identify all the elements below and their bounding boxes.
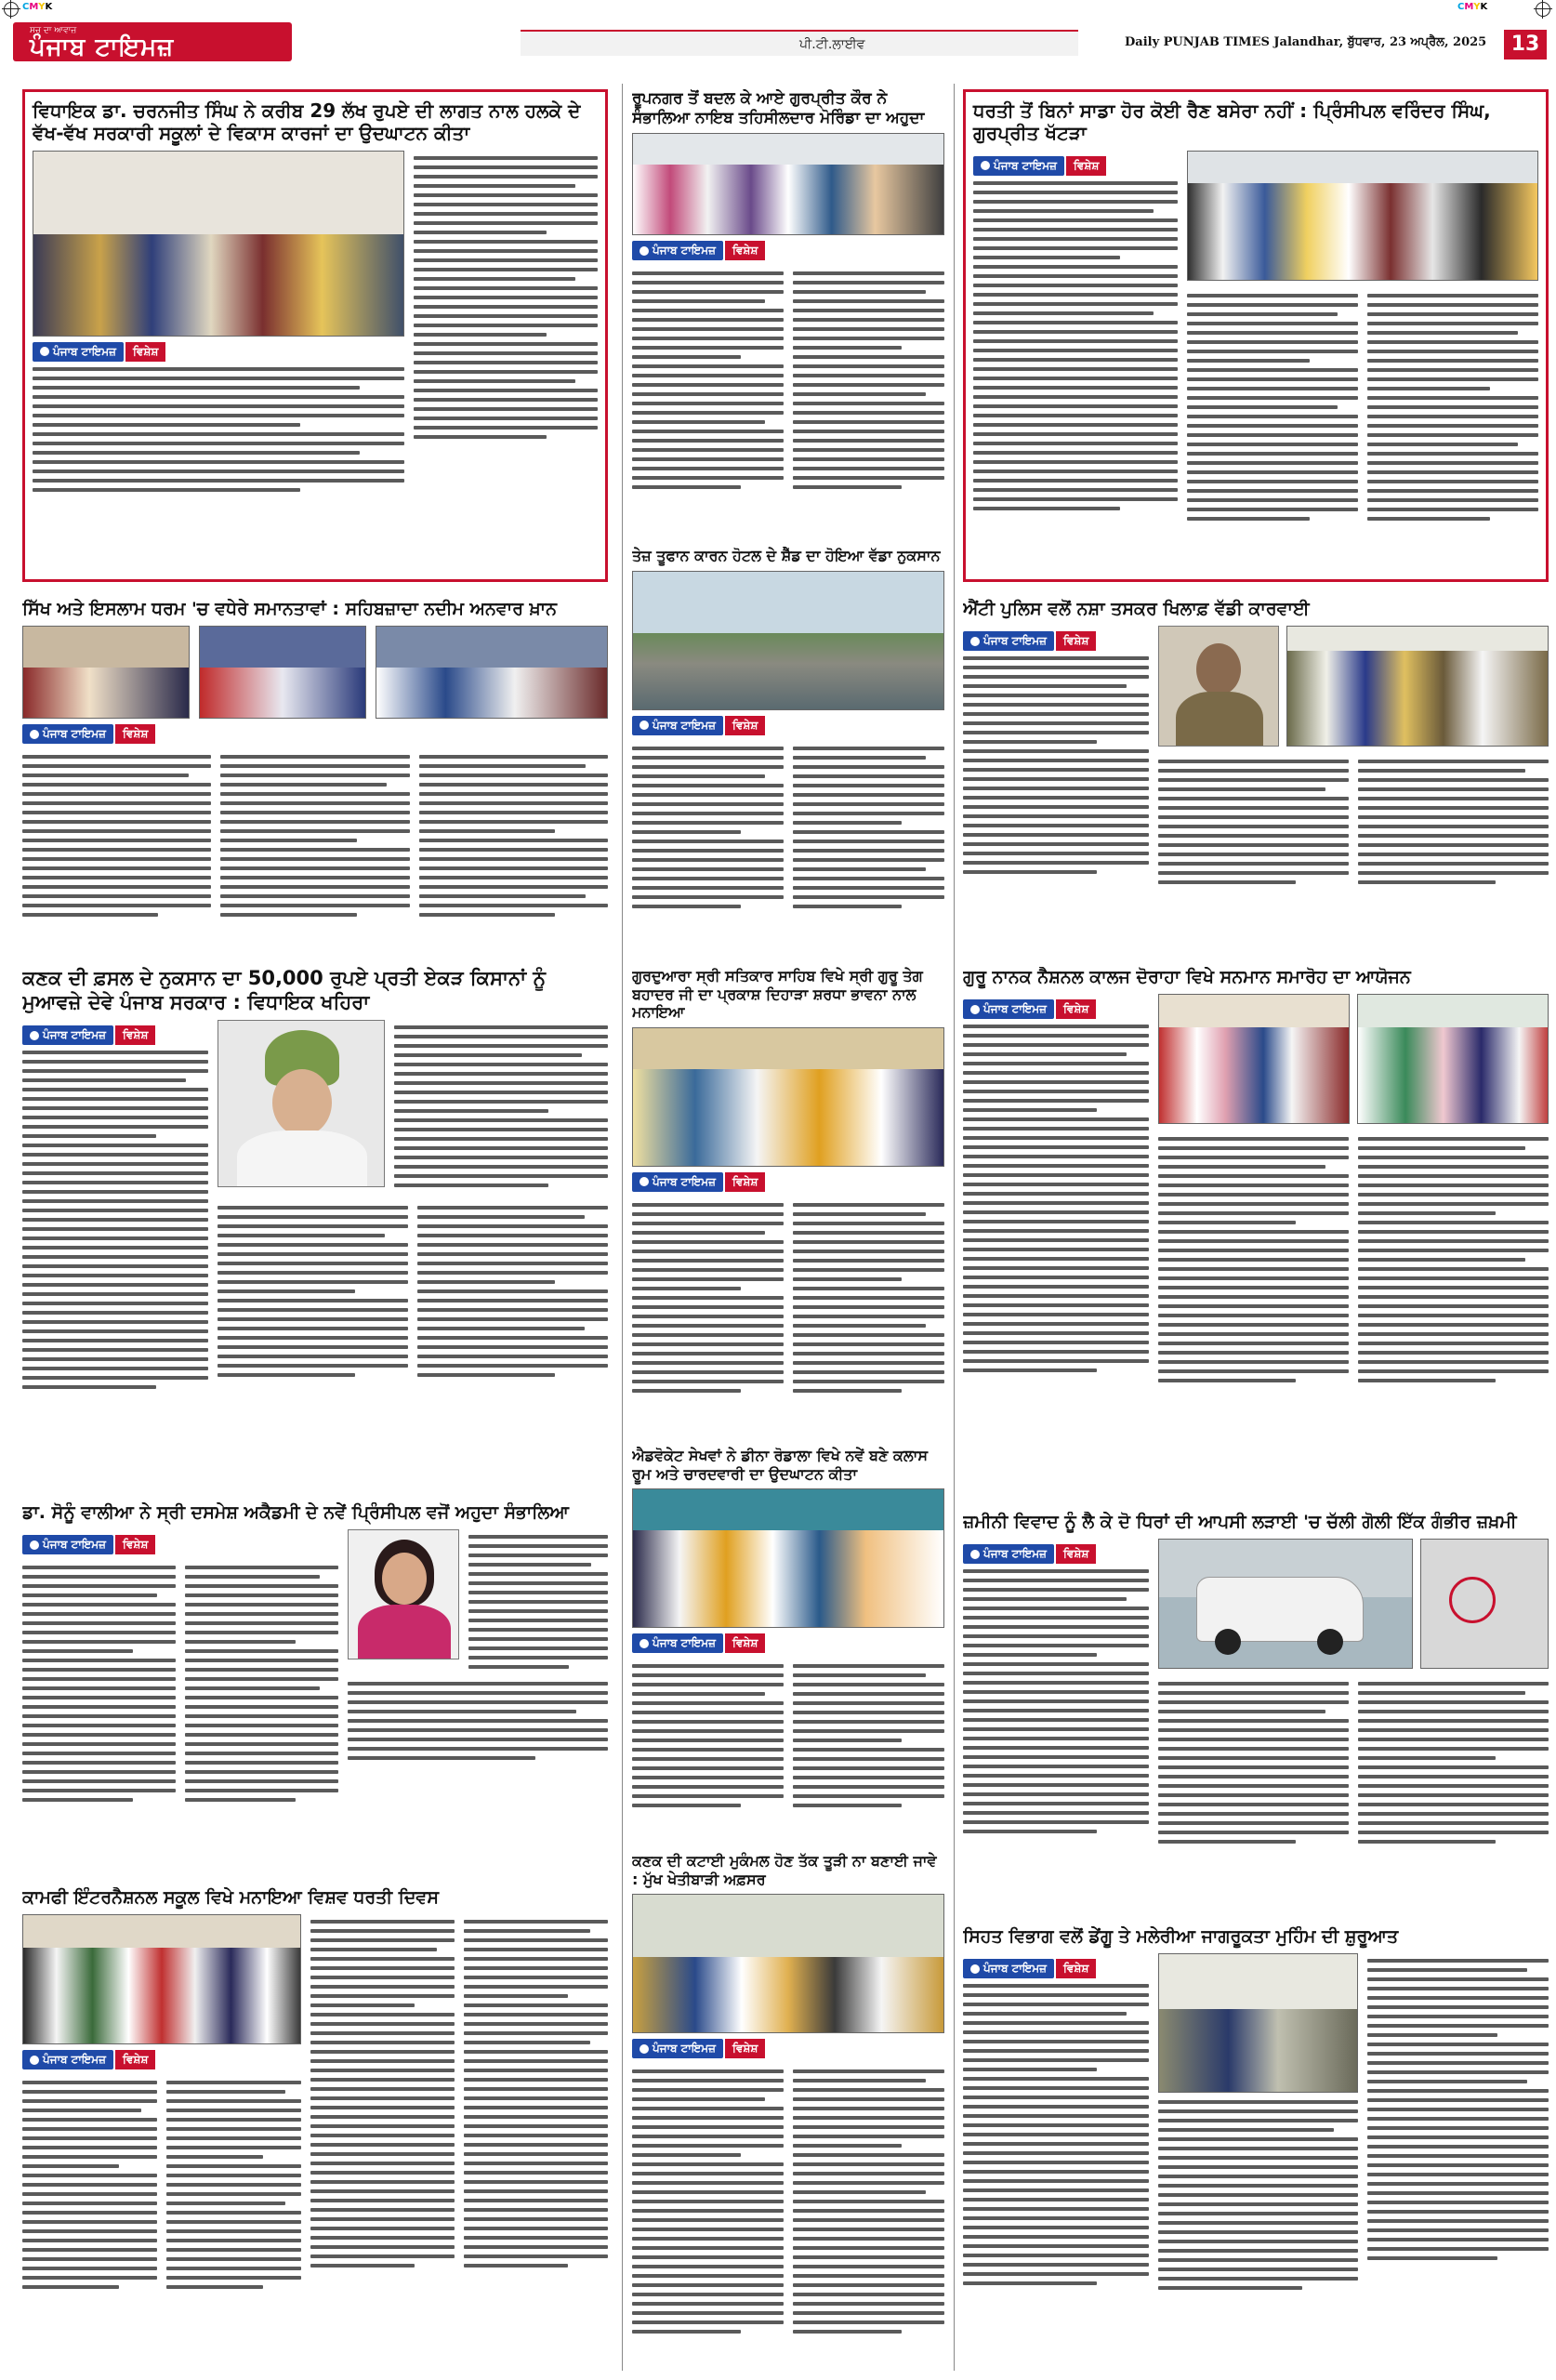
- byline-badge: [33, 342, 404, 362]
- brand-badge: ਪੰਜਾਬ ਟਾਇਮਜ਼: [632, 1172, 723, 1192]
- story-headline: ਐਂਟੀ ਪੁਲਿਸ ਵਲੋਂ ਨਸ਼ਾ ਤਸਕਰ ਖਿਲਾਫ਼ ਵੱਡੀ ਕਾਰਵਾਈ: [963, 599, 1310, 619]
- story-body: [1187, 288, 1358, 526]
- story-body: [220, 749, 409, 922]
- brand-badge: ਪੰਜਾਬ ਟਾਇਮਜ਼: [22, 724, 113, 744]
- masthead-tagline: ਸਚ ਦਾ ਆਵਾਜ਼: [30, 26, 77, 35]
- story-headline: ਕਣਕ ਦੀ ਕਟਾਈ ਮੁਕੰਮਲ ਹੋਣ ਤੱਕ ਤੂੜੀ ਨਾ ਬਣਾਈ ਜਾਵੇ : ਮੁੱਖ ਖੇਤੀਬਾੜੀ ਅਫ਼ਸਰ: [632, 1852, 937, 1888]
- byline-badge: [632, 1172, 944, 1192]
- byline-badge: [973, 156, 1178, 176]
- story-body: [1158, 754, 1349, 890]
- khanda-icon: [30, 730, 39, 739]
- special-badge: ਵਿਸ਼ੇਸ਼: [725, 1172, 765, 1192]
- news-photo: [33, 151, 404, 337]
- news-photo: [632, 1894, 944, 2033]
- news-photo: [376, 626, 608, 719]
- story-classroom-inauguration: [632, 1447, 944, 1837]
- story-body: [963, 656, 1149, 874]
- story-dengue-campaign: [963, 1926, 1549, 2371]
- story-body: [973, 181, 1178, 510]
- story-school-development: [22, 89, 608, 582]
- story-body: [414, 151, 598, 497]
- story-body: [963, 1569, 1149, 1833]
- special-badge: ਵਿਸ਼ੇਸ਼: [1056, 631, 1096, 651]
- special-badge: ਵਿਸ਼ੇਸ਼: [115, 2050, 155, 2069]
- story-body: [793, 266, 944, 495]
- story-body: [793, 2064, 944, 2339]
- special-badge: ਵਿਸ਼ੇਸ਼: [1056, 1959, 1096, 1978]
- brand-badge: ਪੰਜਾਬ ਟਾਇਮਜ਼: [632, 1633, 723, 1653]
- special-badge: ਵਿਸ਼ੇਸ਼: [115, 1535, 155, 1554]
- story-body: [218, 1200, 408, 1382]
- story-body: [464, 1914, 608, 2294]
- dateline-bar: [521, 30, 1078, 56]
- news-photo: [632, 1488, 944, 1628]
- brand-badge: ਪੰਜਾਬ ਟਾਇਮਜ਼: [963, 1959, 1054, 1978]
- story-straw-advisory: [632, 1852, 944, 2373]
- story-headline: ਕਣਕ ਦੀ ਫ਼ਸਲ ਦੇ ਨੁਕਸਾਨ ਦਾ 50,000 ਰੁਪਏ ਪ੍ਰਤੀ ਏਕੜ ਕਿਸਾਨਾਂ ਨੂੰ ਮੁਆਵਜ਼ੇ ਦੇਵੇ ਪੰਜਾਬ ਸਰਕਾਰ : ਵਿਧਾਇਕ ਖਹਿਰਾ: [22, 967, 546, 1013]
- special-badge: ਵਿਸ਼ੇਸ਼: [1056, 999, 1096, 1019]
- special-badge: ਵਿਸ਼ੇਸ਼: [115, 1025, 155, 1045]
- story-body: [417, 1200, 608, 1382]
- story-body: [1358, 1676, 1549, 1849]
- news-photo: [1158, 1539, 1413, 1669]
- byline-badge: [22, 1025, 208, 1045]
- story-body: [1367, 288, 1538, 526]
- brand-badge: ਪੰਜਾਬ ਟਾਇਮਜ਼: [632, 716, 723, 735]
- brand-badge: ਪੰਜਾਬ ਟਾਇਮਜ਼: [22, 2050, 113, 2069]
- khanda-icon: [640, 1177, 649, 1186]
- khanda-icon: [640, 2044, 649, 2054]
- story-body: [963, 1984, 1149, 2285]
- news-photo: [1158, 994, 1350, 1124]
- special-badge: ਵਿਸ਼ੇਸ਼: [125, 342, 165, 362]
- news-photo: [199, 626, 366, 719]
- page-header: [0, 0, 1556, 61]
- page-number: 13: [1504, 30, 1547, 60]
- news-photo: [1357, 994, 1549, 1124]
- story-new-principal: [22, 1502, 608, 1874]
- story-body: [468, 1529, 608, 1674]
- story-body: [166, 2075, 301, 2294]
- special-badge: ਵਿਸ਼ੇਸ਼: [725, 241, 765, 260]
- byline-badge: [963, 1544, 1149, 1564]
- story-body: [793, 1197, 944, 1398]
- story-headline: ਧਰਤੀ ਤੋਂ ਬਿਨਾਂ ਸਾਡਾ ਹੋਰ ਕੋਈ ਰੈਣ ਬਸੇਰਾ ਨਹੀਂ : ਪ੍ਰਿੰਸੀਪਲ ਵਰਿੰਦਰ ਸਿੰਘ, ਗੁਰਪ੍ਰੀਤ ਖੱਟੜਾ: [973, 99, 1491, 145]
- news-photo: [1187, 151, 1538, 281]
- story-headline: ਗੁਰੂ ਨਾਨਕ ਨੈਸ਼ਨਲ ਕਾਲਜ ਦੋਰਾਹਾ ਵਿਖੇ ਸਨਮਾਨ ਸਮਾਰੋਹ ਦਾ ਆਯੋਜਨ: [963, 967, 1411, 987]
- dateline-text: ਪੀ.ਟੀ.ਲਾਈਵ: [799, 37, 865, 52]
- story-college-honour: [963, 967, 1549, 1497]
- story-headline: ਤੇਜ਼ ਤੂਫਾਨ ਕਾਰਨ ਹੋਟਲ ਦੇ ਸ਼ੈੱਡ ਦਾ ਹੋਇਆ ਵੱਡਾ ਨੁਕਸਾਨ: [632, 547, 941, 564]
- story-body: [793, 741, 944, 914]
- story-earth-day-principal: [963, 89, 1549, 582]
- story-body: [22, 2075, 157, 2294]
- story-body: [22, 1051, 208, 1389]
- khanda-icon: [970, 637, 980, 646]
- story-body: [1158, 1676, 1349, 1849]
- brand-badge: ਪੰਜਾਬ ਟਾਇਮਜ਼: [22, 1025, 113, 1045]
- story-body: [394, 1020, 608, 1193]
- column-rule: [954, 84, 955, 2371]
- byline-badge: [22, 1535, 338, 1554]
- news-photo: [22, 626, 190, 719]
- story-body: [632, 266, 784, 495]
- story-body: [632, 741, 784, 914]
- news-photo: [1158, 1953, 1358, 2093]
- story-body: [632, 2064, 784, 2339]
- story-headline: ਐਡਵੋਕੇਟ ਸੇਖਵਾਂ ਨੇ ਡੀਨਾ ਰੋਡਾਲਾ ਵਿਖੇ ਨਵੇਂ ਬਣੇ ਕਲਾਸ ਰੂਮ ਅਤੇ ਚਾਰਦਵਾਰੀ ਦਾ ਉਦਘਾਟਨ ਕੀਤਾ: [632, 1447, 928, 1483]
- story-body: [419, 749, 608, 922]
- khanda-icon: [30, 2056, 39, 2065]
- story-body: [1358, 754, 1549, 890]
- special-badge: ਵਿਸ਼ੇਸ਼: [725, 1633, 765, 1653]
- registration-mark-icon: [1536, 2, 1550, 17]
- news-photo: [632, 133, 944, 235]
- news-photo: [1286, 626, 1549, 747]
- khanda-icon: [970, 1005, 980, 1014]
- story-headline: ਸਿੱਖ ਅਤੇ ਇਸਲਾਮ ਧਰਮ 'ਚ ਵਧੇਰੇ ਸਮਾਨਤਾਵਾਂ : ਸਹਿਬਜ਼ਾਦਾ ਨਦੀਮ ਅਨਵਾਰ ਖ਼ਾਨ: [22, 599, 557, 619]
- khanda-icon: [640, 246, 649, 256]
- story-naib-tehsildar: [632, 89, 944, 536]
- byline-badge: [632, 1633, 944, 1653]
- news-photo: [632, 1027, 944, 1167]
- brand-badge: ਪੰਜਾਬ ਟਾਇਮਜ਼: [632, 241, 723, 260]
- byline-badge: [22, 2050, 301, 2069]
- masthead-title: ਪੰਜਾਬ ਟਾਇਮਜ਼: [30, 33, 175, 61]
- brand-badge: ਪੰਜਾਬ ਟਾਇਮਜ਼: [963, 1544, 1054, 1564]
- news-photo: [632, 571, 944, 710]
- special-badge: ਵਿਸ਼ੇਸ਼: [1066, 156, 1106, 176]
- story-body: [1358, 1131, 1549, 1388]
- story-storm-hotel: [632, 547, 944, 956]
- story-body: [632, 1659, 784, 1813]
- news-photo: [22, 1914, 301, 2044]
- special-badge: ਵਿਸ਼ੇਸ਼: [725, 716, 765, 735]
- story-police-action: [963, 599, 1549, 952]
- officer-photo: [1158, 626, 1279, 747]
- cmyk-strip-left: CMYK: [22, 2, 53, 12]
- story-body: [632, 1197, 784, 1398]
- story-body: [1158, 2100, 1358, 2290]
- byline-badge: [632, 241, 944, 260]
- story-sikh-islam: [22, 599, 608, 952]
- story-body: [185, 1560, 338, 1807]
- brand-badge: ਪੰਜਾਬ ਟਾਇਮਜ਼: [963, 631, 1054, 651]
- edition-line: Daily PUNJAB TIMES Jalandhar, ਬੁੱਧਵਾਰ, 23 ਅਪ੍ਰੈਲ, 2025: [1125, 35, 1487, 49]
- khanda-icon: [640, 1639, 649, 1648]
- story-headline: ਵਿਧਾਇਕ ਡਾ. ਚਰਨਜੀਤ ਸਿੰਘ ਨੇ ਕਰੀਬ 29 ਲੱਖ ਰੁਪਏ ਦੀ ਲਾਗਤ ਨਾਲ ਹਲਕੇ ਦੇ ਵੱਖ-ਵੱਖ ਸਰਕਾਰੀ ਸਕੂਲਾਂ ਦੇ ਵਿਕਾਸ ਕਾਰਜਾਂ ਦਾ ਉਦਘਾਟਨ ਕੀਤਾ: [33, 99, 581, 145]
- special-badge: ਵਿਸ਼ੇਸ਼: [725, 2039, 765, 2058]
- story-body: [22, 1560, 176, 1807]
- column-rule: [622, 84, 623, 2371]
- byline-badge: [632, 2039, 944, 2058]
- byline-badge: [963, 999, 1149, 1019]
- registration-mark-icon: [4, 2, 19, 17]
- special-badge: ਵਿਸ਼ੇਸ਼: [115, 724, 155, 744]
- news-photo: [1420, 1539, 1549, 1669]
- story-body: [963, 1025, 1149, 1372]
- story-headline: ਸਿਹਤ ਵਿਭਾਗ ਵਲੋਂ ਡੇਂਗੂ ਤੇ ਮਲੇਰੀਆ ਜਾਗਰੂਕਤਾ ਮੁਹਿੰਮ ਦੀ ਸ਼ੁਰੂਆਤ: [963, 1926, 1399, 1947]
- byline-badge: [963, 631, 1149, 651]
- story-headline: ਜ਼ਮੀਨੀ ਵਿਵਾਦ ਨੂੰ ਲੈ ਕੇ ਦੋ ਧਿਰਾਂ ਦੀ ਆਪਸੀ ਲੜਾਈ 'ਚ ਚੱਲੀ ਗੋਲੀ ਇੱਕ ਗੰਭੀਰ ਜ਼ਖ਼ਮੀ: [963, 1512, 1517, 1532]
- story-crop-compensation: [22, 967, 608, 1488]
- brand-badge: ਪੰਜਾਬ ਟਾਇਮਜ਼: [33, 342, 124, 362]
- khanda-icon: [640, 721, 649, 730]
- khanda-icon: [40, 347, 49, 356]
- story-headline: ਕਾਮਫੀ ਇੰਟਰਨੈਸ਼ਨਲ ਸਕੂਲ ਵਿਖੇ ਮਨਾਇਆ ਵਿਸ਼ਵ ਧਰਤੀ ਦਿਵਸ: [22, 1887, 439, 1908]
- story-body: [793, 1659, 944, 1813]
- brand-badge: ਪੰਜਾਬ ਟਾਇਮਜ਼: [22, 1535, 113, 1554]
- cmyk-strip-right: CMYK: [1457, 2, 1488, 12]
- brand-badge: ਪੰਜਾਬ ਟਾਇਮਜ਼: [963, 999, 1054, 1019]
- byline-badge: [963, 1959, 1149, 1978]
- story-land-dispute: [963, 1512, 1549, 1911]
- brand-badge: ਪੰਜਾਬ ਟਾਇਮਜ਼: [973, 156, 1064, 176]
- byline-badge: [632, 716, 944, 735]
- khanda-icon: [30, 1031, 39, 1040]
- special-badge: ਵਿਸ਼ੇਸ਼: [1056, 1544, 1096, 1564]
- story-gurdwara-parkash: [632, 967, 944, 1432]
- khanda-icon: [981, 161, 990, 170]
- principal-portrait: [348, 1529, 459, 1659]
- masthead-logo: [13, 22, 292, 61]
- story-body: [22, 749, 211, 922]
- story-school-earth-day: [22, 1887, 608, 2371]
- story-headline: ਰੂਪਨਗਰ ਤੋਂ ਬਦਲ ਕੇ ਆਏ ਗੁਰਪ੍ਰੀਤ ਕੌਰ ਨੇ ਸੰਭਾਲਿਆ ਨਾਇਬ ਤਹਿਸੀਲਦਾਰ ਮੋਰਿੰਡਾ ਦਾ ਅਹੁਦਾ: [632, 89, 925, 127]
- story-body: [1158, 1131, 1349, 1388]
- story-body: [1367, 1953, 1549, 2295]
- byline-badge: [22, 724, 608, 744]
- brand-badge: ਪੰਜਾਬ ਟਾਇਮਜ਼: [632, 2039, 723, 2058]
- khanda-icon: [970, 1550, 980, 1559]
- story-headline: ਡਾ. ਸੋਨੂੰ ਵਾਲੀਆ ਨੇ ਸ੍ਰੀ ਦਸਮੇਸ਼ ਅਕੈਡਮੀ ਦੇ ਨਵੇਂ ਪ੍ਰਿੰਸੀਪਲ ਵਜੋਂ ਅਹੁਦਾ ਸੰਭਾਲਿਆ: [22, 1502, 569, 1523]
- story-body: [348, 1682, 608, 1760]
- story-body: [310, 1914, 455, 2294]
- story-headline: ਗੁਰਦੁਆਰਾ ਸ੍ਰੀ ਸਤਿਕਾਰ ਸਾਹਿਬ ਵਿਖੇ ਸ੍ਰੀ ਗੁਰੂ ਤੇਗ ਬਹਾਦਰ ਜੀ ਦਾ ਪ੍ਰਕਾਸ਼ ਦਿਹਾੜਾ ਸ਼ਰਧਾ ਭਾਵਨਾ ਨਾਲ ਮਨਾਇਆ: [632, 967, 923, 1022]
- story-body: [33, 367, 404, 492]
- khanda-icon: [30, 1540, 39, 1550]
- khanda-icon: [970, 1964, 980, 1974]
- mla-portrait: [218, 1020, 385, 1187]
